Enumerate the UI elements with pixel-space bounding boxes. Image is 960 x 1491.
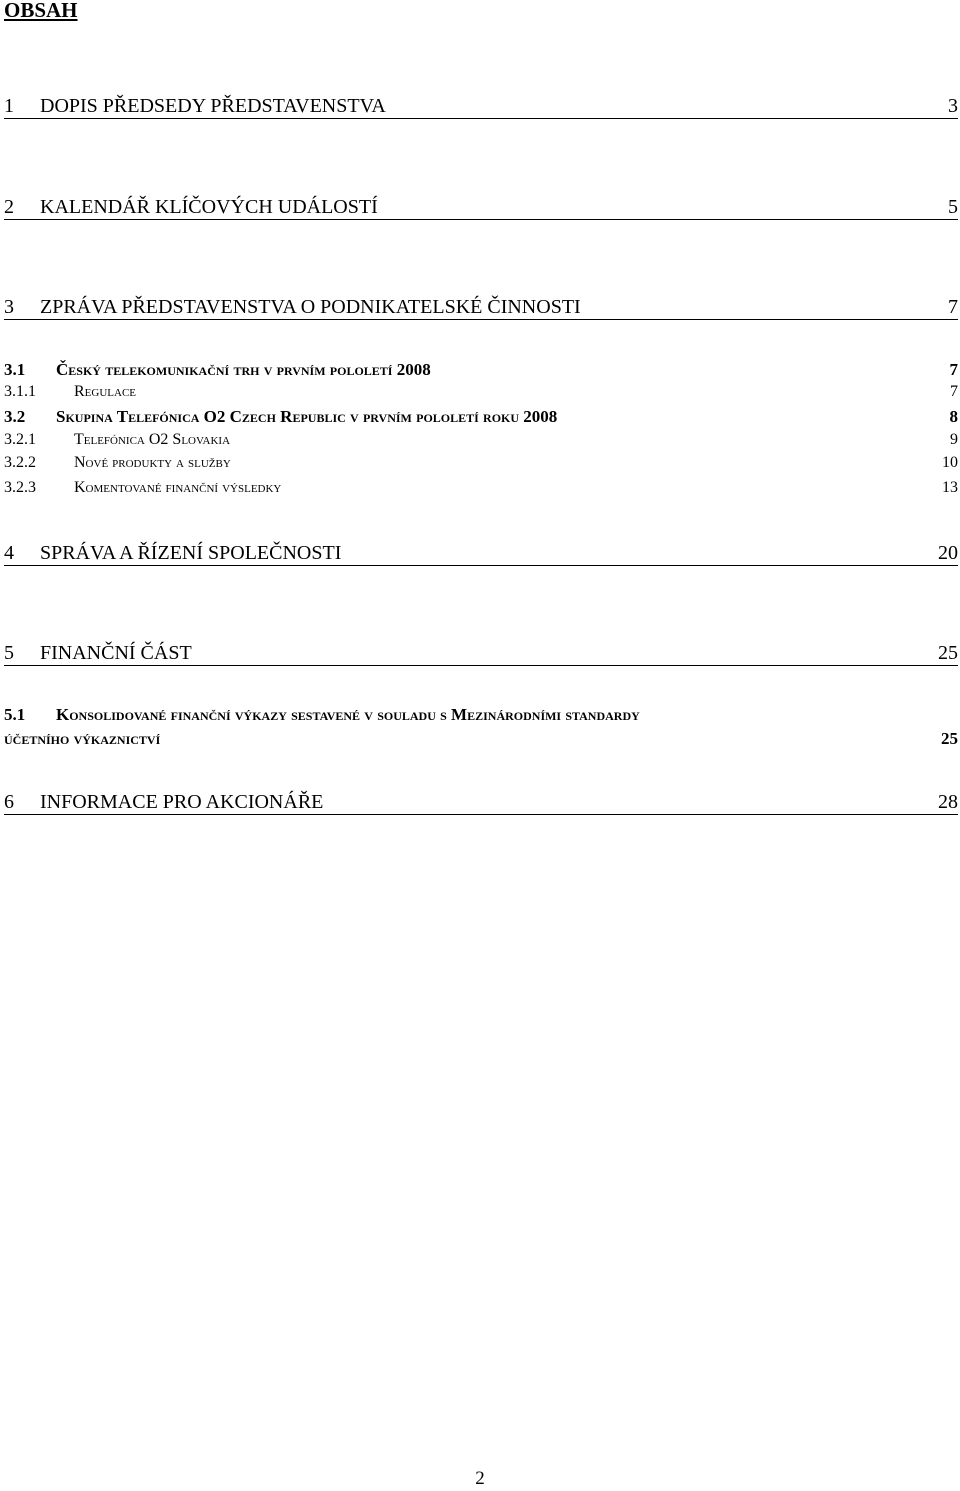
toc-number: 5.1 [4, 705, 26, 724]
toc-title: Komentované finanční výsledky [74, 479, 282, 496]
toc-number: 3.2.3 [4, 479, 36, 496]
toc-number: 4 [4, 542, 14, 564]
toc-page: 20 [938, 542, 958, 564]
toc-entry-4[interactable] [4, 542, 958, 570]
toc-page: 25 [941, 729, 958, 748]
toc-title: SPRÁVA A ŘÍZENÍ SPOLEČNOSTI [40, 542, 342, 564]
toc-entry-3-2[interactable] [4, 407, 958, 431]
toc-entry-3-2-2[interactable] [4, 454, 958, 476]
toc-entry-6[interactable] [4, 791, 958, 819]
toc-entry-3-2-3[interactable] [4, 479, 958, 501]
toc-title: Telefónica O2 Slovakia [74, 431, 231, 448]
toc-title: KALENDÁŘ KLÍČOVÝCH UDÁLOSTÍ [40, 196, 378, 218]
toc-page: 10 [942, 454, 958, 471]
toc-number: 1 [4, 95, 14, 117]
toc-entry-3[interactable] [4, 296, 958, 324]
toc-page: 3 [948, 95, 958, 117]
toc-title: Regulace [74, 383, 136, 400]
toc-page: 7 [949, 360, 958, 379]
toc-number: 5 [4, 642, 14, 664]
toc-entry-3-2-1[interactable] [4, 431, 958, 453]
toc-number: 3.2.1 [4, 431, 36, 448]
toc-page: 8 [949, 407, 958, 426]
toc-title: ZPRÁVA PŘEDSTAVENSTVA O PODNIKATELSKÉ ČINNOSTI [40, 296, 581, 318]
toc-number: 6 [4, 791, 14, 813]
toc-page: 28 [938, 791, 958, 813]
page-heading: OBSAH [4, 0, 78, 22]
toc-title: Český telekomunikační trh v prvním pololetí 2008 [56, 360, 431, 379]
toc-title: DOPIS PŘEDSEDY PŘEDSTAVENSTVA [40, 95, 386, 117]
toc-number: 3.2.2 [4, 454, 36, 471]
toc-page: 25 [938, 642, 958, 664]
toc-page: 9 [950, 431, 958, 448]
toc-entry-5[interactable] [4, 642, 958, 670]
toc-entry-5-1[interactable] [4, 705, 958, 755]
toc-entry-3-1[interactable] [4, 360, 958, 384]
toc-number: 3.2 [4, 407, 26, 426]
toc-page: 7 [950, 383, 958, 400]
toc-number: 3.1.1 [4, 383, 36, 400]
toc-entry-2[interactable] [4, 196, 958, 224]
toc-number: 3 [4, 296, 14, 318]
toc-entry-1[interactable] [4, 95, 958, 123]
toc-number: 2 [4, 196, 14, 218]
toc-title: FINANČNÍ ČÁST [40, 642, 192, 664]
toc-page: 5 [948, 196, 958, 218]
toc-number: 3.1 [4, 360, 26, 379]
toc-title-continuation: účetního výkaznictví [4, 729, 161, 748]
toc-page: 7 [948, 296, 958, 318]
toc-page: 13 [942, 479, 958, 496]
toc-title: Skupina Telefónica O2 Czech Republic v prvním pololetí roku 2008 [56, 407, 558, 426]
toc-title: Nové produkty a služby [74, 454, 231, 471]
toc-title: Konsolidované finanční výkazy sestavené v souladu s Mezinárodními standardy [56, 705, 640, 724]
toc-entry-3-1-1[interactable] [4, 383, 958, 405]
toc-title: INFORMACE PRO AKCIONÁŘE [40, 791, 324, 813]
footer-page-number: 2 [475, 1468, 485, 1489]
